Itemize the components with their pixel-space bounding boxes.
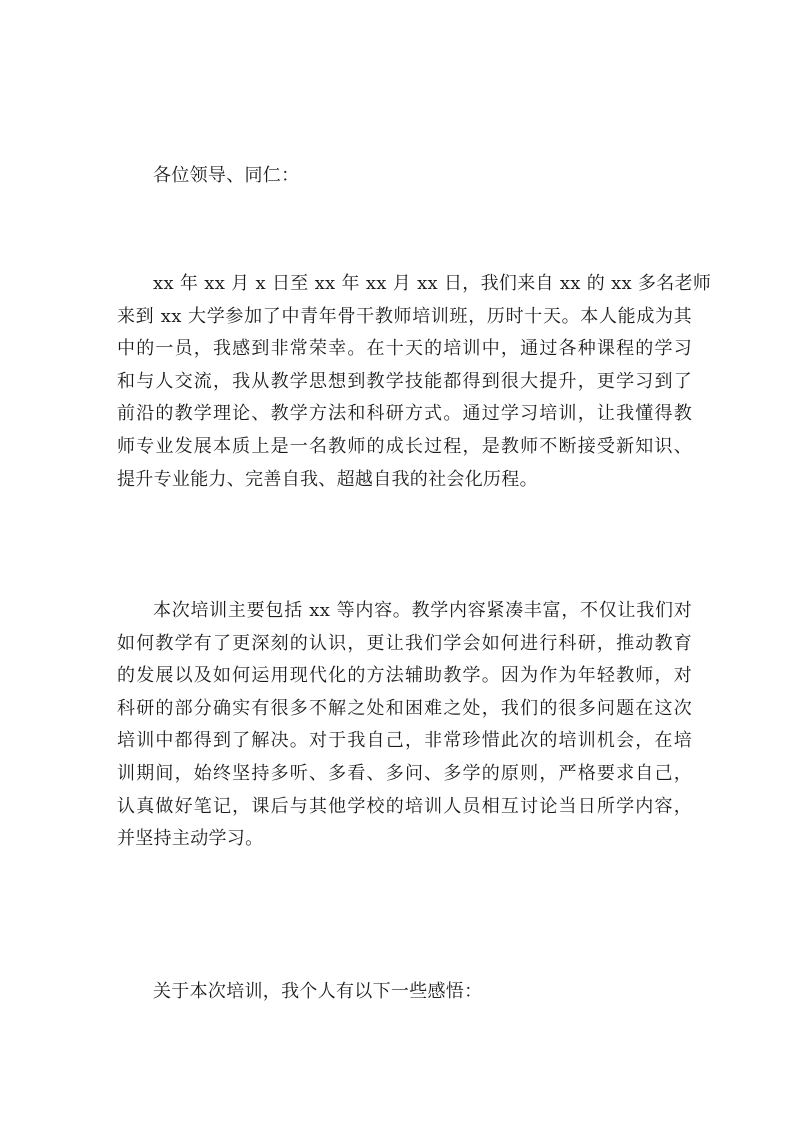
paragraph-line: 的发展以及如何运用现代化的方法辅助教学。因为作为年轻教师，对 — [117, 665, 692, 687]
paragraph-line: 科研的部分确实有很多不解之处和困难之处，我们的很多问题在这次 — [117, 697, 692, 719]
paragraph-line: 训期间，始终坚持多听、多看、多问、多学的原则，严格要求自己， — [117, 762, 692, 784]
paragraph-2 — [117, 595, 692, 856]
paragraph-line: 认真做好笔记，课后与其他学校的培训人员相互讨论当日所学内容， — [117, 795, 692, 817]
paragraph-line: 提升专业能力、完善自我、超越自我的社会化历程。 — [117, 468, 538, 490]
paragraph-line: 本次培训主要包括 xx 等内容。教学内容紧凑丰富，不仅让我们对 — [153, 600, 692, 621]
paragraph-line: 并坚持主动学习。 — [117, 828, 264, 850]
paragraph-line: 师专业发展本质上是一名教师的成长过程，是教师不断接受新知识、 — [117, 435, 692, 457]
paragraph-3 — [117, 976, 692, 1009]
paragraph-line: 培训中都得到了解决。对于我自己，非常珍惜此次的培训机会，在培 — [117, 730, 692, 752]
paragraph-1 — [117, 268, 712, 496]
paragraph-line: 和与人交流，我从教学思想到教学技能都得到很大提升，更学习到了 — [117, 370, 692, 392]
paragraph-line: 前沿的教学理论、教学方法和科研方式。通过学习培训，让我懂得教 — [117, 403, 692, 425]
salutation-text: 各位领导、同仁： — [153, 165, 300, 186]
salutation — [117, 160, 692, 193]
paragraph-line: 如何教学有了更深刻的认识，更让我们学会如何进行科研，推动教育 — [117, 632, 692, 654]
paragraph-line: xx 年 xx 月 x 日至 xx 年 xx 月 xx 日，我们来自 xx 的 xx 多名老师 — [153, 273, 712, 294]
paragraph-line: 来到 xx 大学参加了中青年骨干教师培训班，历时十天。本人能成为其 — [117, 305, 692, 327]
paragraph-line: 关于本次培训，我个人有以下一些感悟： — [153, 981, 483, 1002]
paragraph-line: 中的一员，我感到非常荣幸。在十天的培训中，通过各种课程的学习 — [117, 338, 692, 360]
